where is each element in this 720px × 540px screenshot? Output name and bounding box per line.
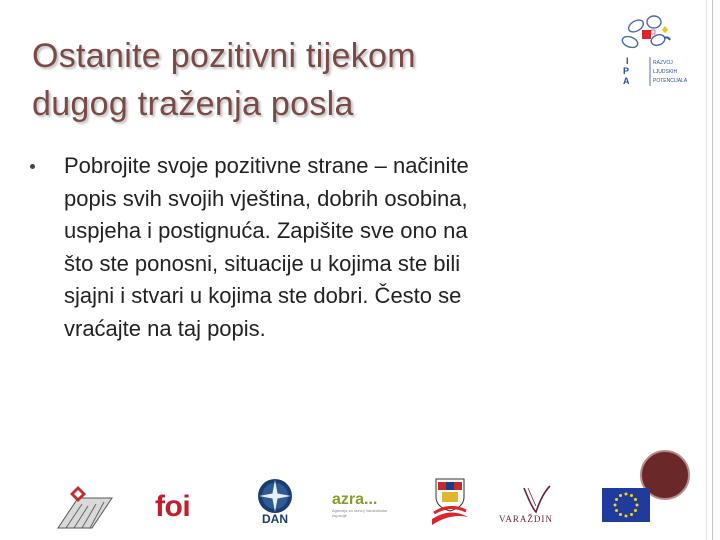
logo-text-line: LJUDSKIH bbox=[653, 69, 678, 75]
bridge-logo-icon bbox=[56, 484, 114, 530]
logo-text-line: POTENCIJALA bbox=[653, 78, 688, 84]
logo-letter: A bbox=[623, 76, 630, 86]
bullet-line: popis svih svojih vještina, dobrih osobina, bbox=[64, 185, 468, 211]
county-coat-of-arms-icon bbox=[430, 477, 470, 527]
bullet-line: što ste ponosni, situacije u kojima ste bili bbox=[64, 250, 461, 276]
right-edge-line bbox=[706, 0, 707, 540]
logo-text-line: RAZVOJ bbox=[653, 60, 673, 66]
slide-title bbox=[32, 32, 592, 128]
logo-letter: I bbox=[626, 56, 629, 66]
bullet-line: sjajni i stvari u kojima ste dobri. Često se bbox=[64, 283, 462, 308]
bullet-text bbox=[64, 150, 604, 345]
azra-logo-subtitle: Agencija za razvoj Varaždinske županije bbox=[332, 508, 388, 518]
flower-logo-icon bbox=[614, 12, 694, 92]
title-line: Ostanite pozitivni tijekom bbox=[32, 37, 416, 75]
bullet-icon bbox=[30, 164, 35, 169]
bullet-line: vraćajte na taj popis. bbox=[64, 315, 266, 341]
title-line: dugog traženja posla bbox=[32, 85, 354, 123]
foi-logo: foi bbox=[155, 490, 191, 523]
azra-logo: azra... bbox=[332, 491, 378, 508]
eu-flag-icon bbox=[602, 488, 650, 522]
bullet-line: Pobrojite svoje pozitivne strane – načinite bbox=[64, 153, 469, 178]
bullet-line: uspjeha i postignuća. Zapišite sve ono na bbox=[64, 218, 468, 243]
right-edge-line bbox=[712, 0, 713, 540]
varazdin-logo-text: VARAŽDIN bbox=[499, 514, 553, 524]
varazdin-v-icon bbox=[516, 484, 556, 514]
compass-logo-icon bbox=[252, 477, 298, 517]
dan-logo-text: DAN bbox=[262, 512, 288, 526]
logo-letter: P bbox=[623, 66, 630, 76]
